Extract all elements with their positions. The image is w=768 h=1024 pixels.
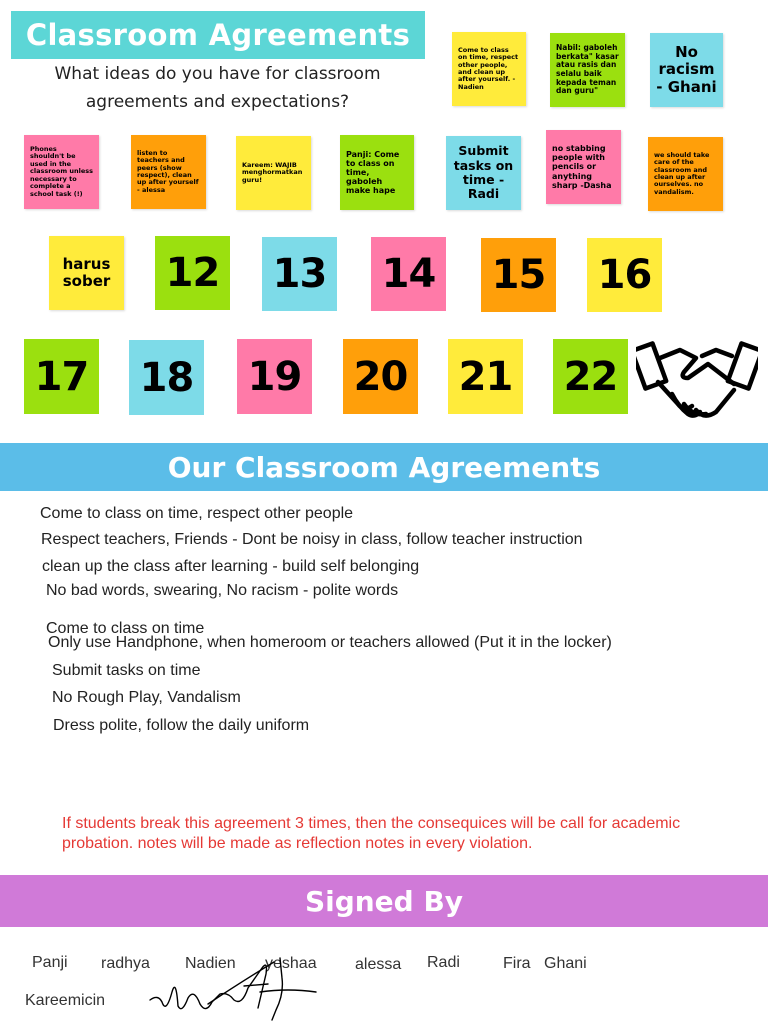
agreement-item: Come to class on time, respect other people: [40, 505, 354, 522]
handshake-icon: [636, 328, 758, 420]
agreement-item: Dress polite, follow the daily uniform: [53, 717, 310, 734]
sticky-note-vandalism: we should take care of the classroom and clean up after ourselves. no vandalism.: [648, 137, 723, 211]
numbered-note: 13: [262, 237, 337, 311]
sticky-note-nadien: Come to class on time, respect other people, and clean up after yourself. - Nadien: [452, 32, 526, 106]
signature-name: Radi: [427, 954, 460, 971]
sticky-note-ghani: No racism - Ghani: [650, 33, 723, 107]
page-subtitle: What ideas do you have for classroom agreements and expectations?: [54, 64, 381, 112]
agreement-item: No bad words, swearing, No racism - polite words: [46, 582, 399, 599]
agreement-item: Only use Handphone, when homeroom or teachers allowed (Put it in the locker): [48, 634, 612, 651]
signature-name: alessa: [355, 956, 402, 973]
sticky-note-dasha: no stabbing people with pencils or anything sharp -Dasha: [546, 130, 621, 204]
violation-warning: If students break this agreement 3 times, then the consequices will be call for academic probation. notes will be made as reflection notes in every violation.: [62, 815, 681, 852]
signature-name: radhya: [101, 955, 150, 972]
numbered-note: 21: [448, 339, 523, 414]
numbered-note: 18: [129, 340, 204, 415]
agreement-item: No Rough Play, Vandalism: [52, 689, 241, 706]
sticky-note-nabil: Nabil: gaboleh berkata" kasar atau rasis dan selalu baik kepada teman dan guru": [550, 33, 625, 107]
signature-name: Fira: [503, 955, 531, 972]
numbered-note: 12: [155, 236, 230, 310]
numbered-note: 14: [371, 237, 446, 311]
signed-heading: Signed By: [0, 875, 768, 927]
numbered-note: 22: [553, 339, 628, 414]
numbered-note: 16: [587, 238, 662, 312]
sticky-note-alessa: listen to teachers and peers (show respect), clean up after yourself - alessa: [131, 135, 206, 209]
agreement-item: Submit tasks on time: [52, 662, 201, 679]
sticky-note-panji: Panji: Come to class on time, gaboleh make hape: [340, 135, 414, 210]
agreements-heading: Our Classroom Agreements: [0, 443, 768, 491]
signature-name: Panji: [32, 954, 68, 971]
signature-scribble: [148, 944, 323, 1022]
sticky-note-sober: harus sober: [49, 236, 124, 310]
sticky-note-phones: Phones shouldn't be used in the classroom unless necessary to complete a school task (!): [24, 135, 99, 209]
agreement-item: Respect teachers, Friends - Dont be noisy in class, follow teacher instruction: [41, 531, 583, 548]
numbered-note: 20: [343, 339, 418, 414]
signature-name: Ghani: [544, 955, 587, 972]
page-title: Classroom Agreements: [11, 11, 425, 59]
signature-name: yeshaa: [265, 955, 317, 972]
sticky-note-kareem: Kareem: WAJIB menghormatkan guru!: [236, 136, 311, 210]
signature-name: Nadien: [185, 955, 236, 972]
numbered-note: 15: [481, 238, 556, 312]
sticky-note-radi: Submit tasks on time - Radi: [446, 136, 521, 210]
numbered-note: 19: [237, 339, 312, 414]
numbered-note: 17: [24, 339, 99, 414]
agreement-item: clean up the class after learning - build self belonging: [42, 558, 420, 575]
agreement-item: Come to class on time: [46, 620, 205, 637]
signature-name: Kareemicin: [25, 992, 106, 1009]
